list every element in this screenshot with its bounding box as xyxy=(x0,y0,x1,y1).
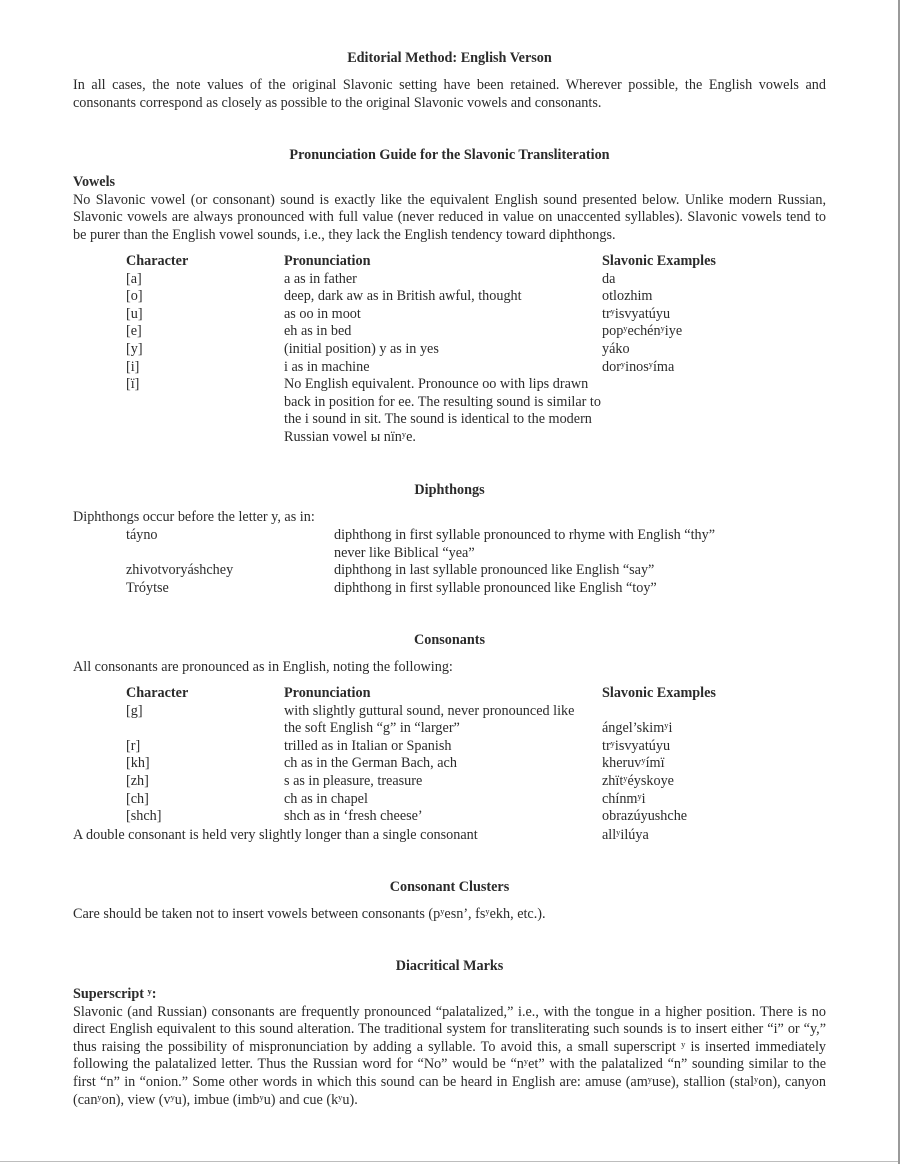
consonant-example: trʸisvyatúyu xyxy=(602,737,671,754)
consonant-pronunciation: with slightly guttural sound, never pronounced like the soft English “g” in “larger” xyxy=(284,702,575,737)
vowel-pronunciation: eh as in bed xyxy=(284,323,352,340)
consonant-example: obrazúyushche xyxy=(602,808,688,825)
consonants-table-header xyxy=(126,685,716,703)
table-row xyxy=(126,271,716,289)
table-row xyxy=(126,341,716,359)
clusters-section xyxy=(73,906,826,924)
table-row xyxy=(126,755,716,773)
diphthong-word: Tróytse xyxy=(126,579,169,596)
vowel-character: [e] xyxy=(126,323,142,340)
vowel-pronunciation: as oo in moot xyxy=(284,305,361,322)
consonants-title: Consonants xyxy=(414,632,485,648)
vowel-character: [ï] xyxy=(126,376,140,393)
pronunciation-guide-heading xyxy=(73,147,826,165)
vowel-character: [y] xyxy=(126,340,143,357)
consonant-example: chínmʸi xyxy=(602,790,646,807)
table-row xyxy=(126,738,716,756)
vowel-character: [i] xyxy=(126,358,140,375)
diphthong-word: zhivotvoryáshchey xyxy=(126,562,234,579)
vowel-example: dorʸinosʸíma xyxy=(602,358,675,375)
vowel-pronunciation: deep, dark aw as in British awful, thought xyxy=(284,288,522,305)
vowel-example: otlozhim xyxy=(602,288,653,305)
consonant-example: ángel’skimʸi xyxy=(602,720,673,737)
table-row xyxy=(126,376,716,446)
table-row xyxy=(126,791,716,809)
consonant-pronunciation: ch as in chapel xyxy=(284,790,368,807)
vowels-label: Vowels xyxy=(73,174,116,190)
superscript-label: Superscript ʸ: xyxy=(73,986,157,1002)
vowel-character: [u] xyxy=(126,305,143,322)
diphthongs-section xyxy=(73,509,826,527)
table-row xyxy=(126,703,716,738)
consonant-example: kheruvʸímï xyxy=(602,755,665,772)
pronunciation-guide-title: Pronunciation Guide for the Slavonic Transliteration xyxy=(289,147,610,163)
diphthong-description: diphthong in first syllable pronounced to rhyme with English “thy” never like Biblical “yea” xyxy=(334,527,716,561)
diacritical-paragraph: Slavonic (and Russian) consonants are frequently pronounced “palatalized,” i.e., with the tongue in a higher position. There is no direct English equivalent to this sound alteration. The traditional system for transliterating such sounds is to insert either “i” or “y,” thus raising the possibility of mispronunciation by adding a syllable. To avoid this, a small superscript ʸ is inserted immediately following the palatalized letter. Thus the Russian word for “No” would be “nʸet” with the palatalized “n” sounding similar to the first “n” in “onion.” Some other words in which this sound can be heard in English are: amuse (amʸuse), stallion (stalʸon), canyon (canʸon), view (vʸu), imbue (imbʸu) and cue (kʸu). xyxy=(73,1003,826,1108)
vowel-pronunciation: No English equivalent. Pronounce oo with lips drawn back in position for ee. The resulting sound is similar to the i sound in sit. The sound is identical to the modern Russian vowel ы nïnʸe. xyxy=(284,376,601,445)
vowel-example: trʸisvyatúyu xyxy=(602,305,671,322)
diacritical-section xyxy=(73,986,826,1109)
table-row xyxy=(126,562,724,580)
consonants-intro: All consonants are pronounced as in English, noting the following: xyxy=(73,659,453,675)
editorial-paragraph: In all cases, the note values of the original Slavonic setting have been retained. Wherever possible, the English vowels and consonants correspond as closely as possible to the original Slavonic vowels and consonants. xyxy=(73,77,826,111)
consonant-pronunciation: trilled as in Italian or Spanish xyxy=(284,737,452,754)
diphthongs-table xyxy=(126,527,724,597)
table-row xyxy=(126,323,716,341)
vowels-section xyxy=(73,174,826,244)
table-row xyxy=(126,306,716,324)
clusters-paragraph: Care should be taken not to insert vowels between consonants (pʸesn’, fsʸekh, etc.). xyxy=(73,906,546,922)
table-row xyxy=(126,288,716,306)
vowel-pronunciation: i as in machine xyxy=(284,358,370,375)
consonants-section xyxy=(73,659,826,677)
consonants-heading xyxy=(73,632,826,650)
vowel-pronunciation: (initial position) y as in yes xyxy=(284,340,439,357)
table-row xyxy=(126,580,724,598)
diphthongs-title: Diphthongs xyxy=(414,482,485,498)
vowel-character: [a] xyxy=(126,270,142,287)
consonant-character: [zh] xyxy=(126,772,149,789)
diphthong-description: diphthong in last syllable pronounced like English “say” xyxy=(334,562,655,579)
consonant-character: [shch] xyxy=(126,808,162,825)
diphthongs-intro: Diphthongs occur before the letter y, as in: xyxy=(73,509,315,525)
editorial-section-title xyxy=(73,50,826,68)
vowels-table xyxy=(126,253,716,447)
header-examples: Slavonic Examples xyxy=(602,685,716,701)
diphthongs-heading xyxy=(73,482,826,500)
page-bottom-rule xyxy=(0,1161,900,1162)
diphthongs-table-wrap xyxy=(126,527,826,597)
header-pronunciation: Pronunciation xyxy=(284,253,371,269)
vowel-pronunciation: a as in father xyxy=(284,270,357,287)
consonant-pronunciation: s as in pleasure, treasure xyxy=(284,772,423,789)
consonant-example: zhïtʸéyskoye xyxy=(602,772,674,789)
vowel-character: [o] xyxy=(126,288,143,305)
editorial-title: Editorial Method: English Verson xyxy=(347,50,552,66)
consonants-table xyxy=(126,685,716,826)
consonant-character: [ch] xyxy=(126,790,149,807)
clusters-heading xyxy=(73,879,826,897)
vowel-example: popʸechénʸiye xyxy=(602,323,683,340)
diphthong-word: táyno xyxy=(126,527,158,543)
header-character: Character xyxy=(126,685,189,701)
consonant-pronunciation: shch as in ‘fresh cheese’ xyxy=(284,808,423,825)
consonant-character: [g] xyxy=(126,702,143,719)
table-row xyxy=(126,773,716,791)
vowel-example: yáko xyxy=(602,340,630,357)
double-consonant-note: A double consonant is held very slightly longer than a single consonant xyxy=(73,827,478,843)
double-consonant-line xyxy=(73,827,826,845)
diphthong-description: diphthong in first syllable pronounced like English “toy” xyxy=(334,579,657,596)
vowels-table-header xyxy=(126,253,716,271)
vowels-table-wrap xyxy=(126,253,826,447)
header-character: Character xyxy=(126,253,189,269)
vowel-example xyxy=(602,376,716,446)
consonants-table-wrap xyxy=(126,685,826,826)
vowels-paragraph: No Slavonic vowel (or consonant) sound is exactly like the equivalent English sound presented below. Unlike modern Russian, Slavonic vowels are always pronounced with full value (never reduced in value on unaccented syllables). Slavonic vowels tend to be purer than the English vowel sounds, i.e., they lack the English tendency toward diphthongs. xyxy=(73,191,826,243)
header-examples: Slavonic Examples xyxy=(602,253,716,269)
consonant-character: [r] xyxy=(126,737,141,754)
consonant-pronunciation: ch as in the German Bach, ach xyxy=(284,755,457,772)
header-pronunciation: Pronunciation xyxy=(284,685,371,701)
editorial-section xyxy=(73,77,826,112)
consonant-character: [kh] xyxy=(126,755,150,772)
table-row xyxy=(126,527,724,562)
double-consonant-example: allʸilúya xyxy=(602,827,649,843)
table-row xyxy=(126,359,716,377)
vowel-example: da xyxy=(602,270,616,287)
diacritical-heading xyxy=(73,958,826,976)
table-row xyxy=(126,808,716,826)
diacritical-title: Diacritical Marks xyxy=(395,958,504,974)
clusters-title: Consonant Clusters xyxy=(389,879,510,895)
